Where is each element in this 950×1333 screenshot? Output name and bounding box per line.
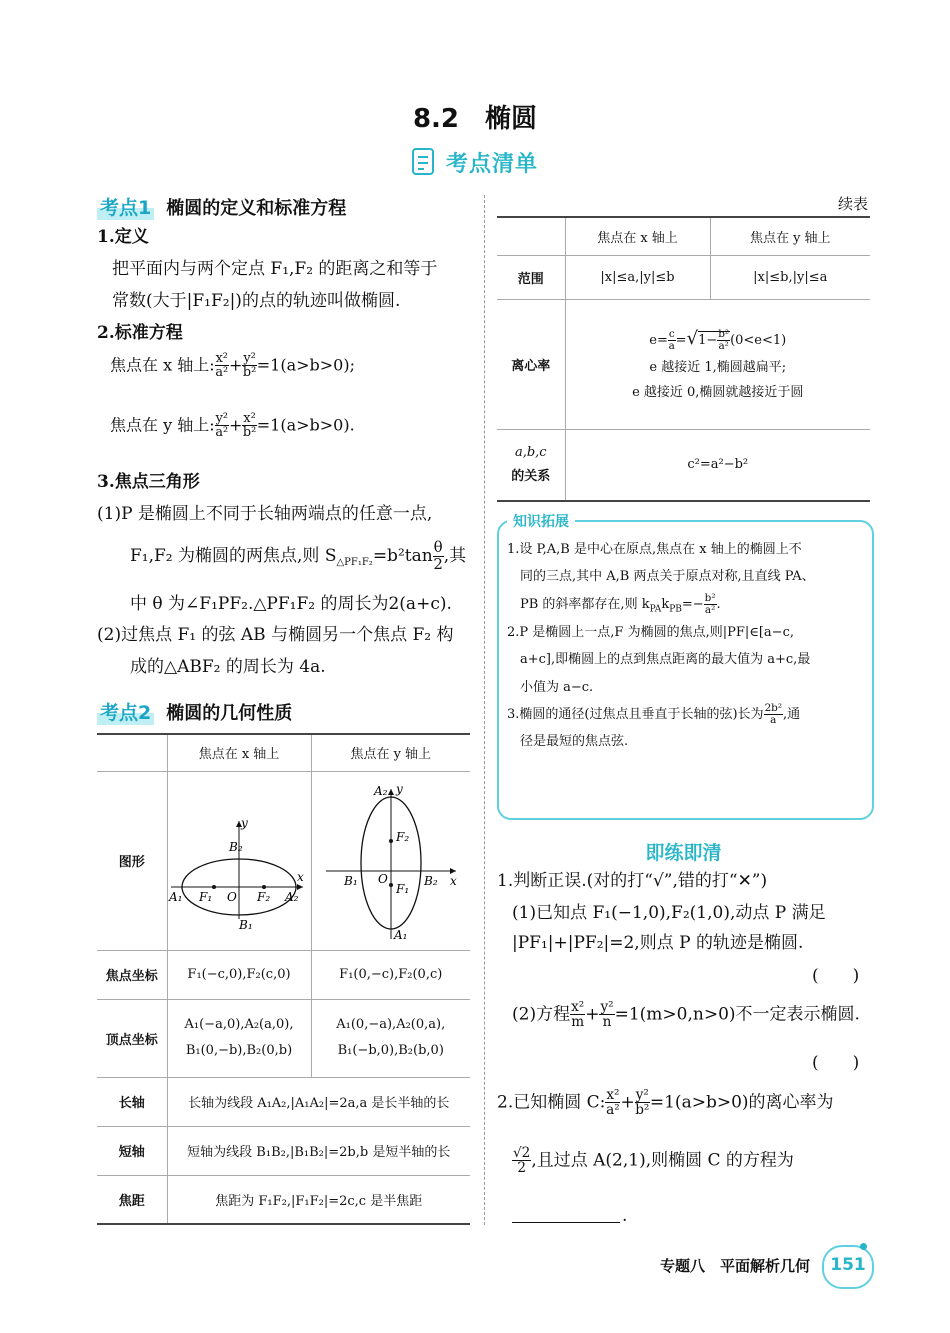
q2-period: .: [622, 1206, 628, 1226]
svg-text:F₂: F₂: [257, 889, 271, 904]
table-row: [497, 255, 870, 299]
kd2-heading: [97, 698, 292, 725]
table-row: [97, 1077, 470, 1126]
table-row: [497, 429, 870, 501]
knowledge-items: [507, 536, 865, 756]
kd1-tag: 考点1: [97, 193, 154, 220]
svg-text:A₁: A₁: [169, 889, 183, 904]
knowledge-item: 3.椭圆的通径(过焦点且垂直于长轴的弦)长为 $\frac{\text{2b²}}{a}$ ,通: [507, 702, 801, 726]
cell: |x|≤a,|y|≤b: [565, 255, 710, 299]
knowledge-item: 2.P 是椭圆上一点,F 为椭圆的焦点,则|PF|∈[a−c,: [507, 625, 794, 641]
svg-text:F₁: F₁: [395, 881, 409, 896]
corner-cell: [97, 734, 167, 771]
row-label: 离心率: [497, 299, 565, 429]
def-title: 1.定义: [97, 227, 149, 247]
row-label: 长轴: [97, 1077, 167, 1126]
knowledge-item-cont: 径是最短的焦点弦.: [520, 734, 629, 750]
q1-1a: (1)已知点 F₁(−1,0),F₂(1,0),动点 P 满足: [512, 903, 826, 923]
def-text-1: 把平面内与两个定点 F₁,F₂ 的距离之和等于: [112, 259, 438, 279]
svg-text:O: O: [377, 871, 388, 886]
kd2-tag: 考点2: [97, 698, 154, 725]
q1: 1.判断正误.(对的打“√”,错的打“✕”): [497, 871, 768, 891]
svg-text:A₂: A₂: [285, 889, 299, 904]
svg-text:F₁: F₁: [199, 889, 213, 904]
page-number: 151: [830, 1255, 866, 1275]
svg-text:B₁: B₁: [343, 873, 358, 888]
col-x-header: 焦点在 x 轴上: [167, 734, 311, 771]
tri-title: 3.焦点三角形: [97, 472, 200, 492]
knowledge-tag: 知识拓展: [507, 511, 575, 531]
tri-1a: (1)P 是椭圆上不同于长轴两端点的任意一点,: [97, 504, 433, 524]
knowledge-item-cont: 小值为 a−c.: [520, 679, 594, 695]
page-title: 8.2 椭圆: [412, 104, 538, 134]
svg-text:y: y: [395, 781, 403, 796]
cell: 长轴为线段 A₁A₂,|A₁A₂|=2a,a 是长半轴的长: [167, 1077, 470, 1126]
col-y-header: 焦点在 y 轴上: [710, 217, 870, 255]
cell: |x|≤b,|y|≤a: [710, 255, 870, 299]
cell: A₁(0,−a),A₂(0,a), B₁(−b,0),B₂(b,0): [311, 999, 470, 1077]
banner-label: 考点清单: [446, 152, 539, 177]
kd2-title: 椭圆的几何性质: [166, 703, 293, 724]
tri-2a: (2)过焦点 F₁ 的弦 AB 与椭圆另一个焦点 F₂ 构: [97, 625, 454, 645]
practice-title: 即练即清: [645, 842, 722, 864]
cell: [565, 299, 870, 429]
table-row: [97, 1175, 470, 1224]
ecc-note-1: e 越接近 1,椭圆越扁平;: [649, 360, 787, 376]
cell: F₁(0,−c),F₂(0,c): [311, 950, 470, 999]
std-eq-y: 焦点在 y 轴上: $\frac{\text{y²}}{\text{a²}}$ + $\frac{\text{x²}}{\text{b²}}$ =1(a>b>0).: [110, 411, 355, 441]
answer-blank[interactable]: [512, 1222, 620, 1223]
footer-topic: 专题八 平面解析几何: [660, 1257, 811, 1275]
svg-text:B₁: B₁: [239, 917, 253, 932]
cell: A₁(−a,0),A₂(a,0), B₁(0,−b),B₂(0,b): [167, 999, 311, 1077]
std-title: 2.标准方程: [97, 323, 183, 343]
svg-text:B₂: B₂: [423, 873, 438, 888]
knowledge-item: 1.设 P,A,B 是中心在原点,焦点在 x 轴上的椭圆上不: [507, 542, 802, 557]
table-row: [97, 1126, 470, 1175]
col-x-header: 焦点在 x 轴上: [565, 217, 710, 255]
tri-1c: 中 θ 为∠F₁PF₂.△PF₁F₂ 的周长为2(a+c).: [130, 594, 452, 614]
table-row: [97, 999, 470, 1077]
row-label: 顶点坐标: [97, 999, 167, 1077]
svg-text:x: x: [449, 873, 457, 888]
std-eq-x: 焦点在 x 轴上: $\frac{\text{x²}}{\text{a²}}$ + $\frac{\text{y²}}{\text{b²}}$ =1(a>b>0);: [110, 351, 355, 381]
cell: F₁(−c,0),F₂(c,0): [167, 950, 311, 999]
table-row: [97, 771, 470, 950]
continued-label: 续表: [838, 195, 869, 213]
kd1-title: 椭圆的定义和标准方程: [166, 198, 347, 219]
answer-paren-1[interactable]: ( ): [812, 966, 860, 986]
cell: 焦距为 F₁F₂,|F₁F₂|=2c,c 是半焦距: [167, 1175, 470, 1224]
dot-icon: [860, 1243, 867, 1250]
q2a: 2.已知椭圆 C: $\frac{\text{x²}}{\text{a²}}$ + $\frac{\text{y²}}{\text{b²}}$ =1(a>b>0)的离心率为: [497, 1087, 834, 1119]
ecc-note-2: e 越接近 0,椭圆就越接近于圆: [632, 385, 804, 401]
kd1-heading: [97, 193, 346, 220]
corner-cell: [497, 217, 565, 255]
checklist-icon: [410, 145, 440, 177]
tri-2b: 成的△ABF₂ 的周长为 4a.: [130, 657, 326, 677]
svg-text:F₂: F₂: [395, 829, 409, 844]
answer-paren-2[interactable]: ( ): [812, 1053, 860, 1073]
knowledge-item-cont: 同的三点,其中 A,B 两点关于原点对称,且直线 PA、: [520, 569, 815, 585]
svg-text:x: x: [297, 869, 304, 884]
q1-2: (2)方程 $\frac{\text{x²}}{m}$ + $\frac{\text{y²}}{n}$ =1(m>0,n>0)不一定表示椭圆.: [512, 999, 860, 1031]
knowledge-item-cont: a+c],即椭圆上的点到焦点距离的最大值为 a+c,最: [520, 652, 811, 668]
row-label: 范围: [497, 255, 565, 299]
svg-text:A₁: A₁: [393, 927, 408, 942]
svg-text:O: O: [227, 889, 237, 904]
q1-1b: |PF₁|+|PF₂|=2,则点 P 的轨迹是椭圆.: [512, 933, 804, 953]
col-y-header: 焦点在 y 轴上: [311, 734, 470, 771]
ellipse-y-figure: [311, 771, 470, 950]
svg-text:A₂: A₂: [373, 783, 388, 798]
column-divider: [484, 195, 485, 1225]
knowledge-item-cont: PB 的斜率都存在,则 $k_{PA}k_{PB}=-$ $\frac{\text{b²}}{\text{a²}}$ .: [520, 591, 721, 616]
cell: 短轴为线段 B₁B₂,|B₁B₂|=2b,b 是短半轴的长: [167, 1126, 470, 1175]
section-banner: [410, 145, 556, 177]
row-label: 短轴: [97, 1126, 167, 1175]
cell: c²=a²−b²: [565, 429, 870, 501]
row-label: 图形: [97, 771, 167, 950]
tri-1b: F₁,F₂ 为椭圆的两焦点,则 $S_{\triangle PF_1F_2}=b^2\tan$ $\frac{\theta}{2}$ ,其: [130, 538, 467, 573]
table-row: [497, 299, 870, 429]
svg-text:y: y: [241, 815, 248, 830]
row-label: a,b,c 的关系: [497, 429, 565, 501]
properties-table-continued: [497, 216, 870, 502]
row-label: 焦点坐标: [97, 950, 167, 999]
properties-table: [97, 733, 470, 1225]
def-text-2: 常数(大于|F₁F₂|)的点的轨迹叫做椭圆.: [112, 291, 401, 311]
table-row: [97, 950, 470, 999]
ecc-formula: e= $\frac{c}{a}$ =√1− $\frac{\text{b²}}{\text{a²}}$ (0<e<1): [649, 328, 787, 353]
row-label: 焦距: [97, 1175, 167, 1224]
svg-text:B₂: B₂: [229, 839, 243, 854]
ellipse-x-figure: [167, 771, 311, 950]
q2b: $\frac{√2}{2}$ ,且过点 A(2,1),则椭圆 C 的方程为: [513, 1145, 794, 1177]
